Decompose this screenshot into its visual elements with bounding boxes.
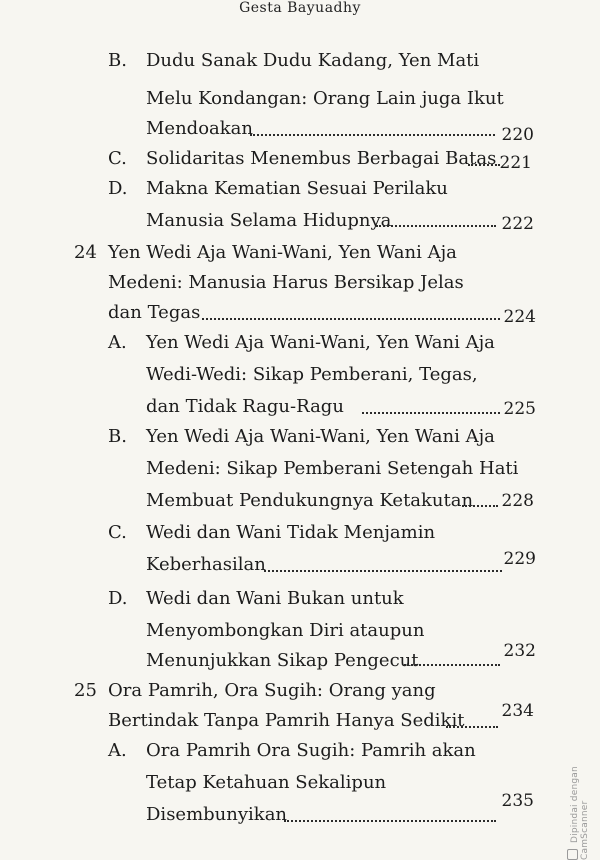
chapter-title-line: Medeni: Manusia Harus Bersikap Jelas bbox=[108, 272, 464, 293]
chapter-title-line: Ora Pamrih, Ora Sugih: Orang yang bbox=[108, 680, 436, 701]
page-number: 225 bbox=[503, 399, 536, 419]
dot-leader bbox=[250, 134, 495, 136]
entry-title-line: Makna Kematian Sesuai Perilaku bbox=[146, 178, 448, 199]
dot-leader bbox=[202, 318, 500, 320]
page-number: 220 bbox=[501, 125, 534, 145]
entry-title-line: Yen Wedi Aja Wani-Wani, Yen Wani Aja bbox=[146, 332, 495, 353]
chapter-title-line: dan Tegas bbox=[108, 302, 201, 323]
dot-leader bbox=[404, 664, 500, 666]
entry-title-line: Solidaritas Menembus Berbagai Batas bbox=[146, 148, 497, 169]
dot-leader bbox=[376, 225, 496, 227]
dot-leader bbox=[264, 570, 502, 572]
entry-title-line: Keberhasilan bbox=[146, 554, 266, 575]
entry-title-line: Wedi dan Wani Tidak Menjamin bbox=[146, 522, 436, 543]
entry-title-line: Wedi dan Wani Bukan untuk bbox=[146, 588, 404, 609]
dot-leader bbox=[284, 820, 496, 822]
author-name: Gesta Bayuadhy bbox=[239, 0, 361, 16]
entry-title-line: Melu Kondangan: Orang Lain juga Ikut bbox=[146, 88, 504, 109]
entry-marker: A. bbox=[108, 332, 127, 353]
entry-title-line: Yen Wedi Aja Wani-Wani, Yen Wani Aja bbox=[146, 426, 495, 447]
entry-marker: B. bbox=[108, 426, 127, 447]
camscanner-icon bbox=[567, 849, 578, 860]
entry-marker: D. bbox=[108, 588, 128, 609]
entry-marker: D. bbox=[108, 178, 128, 199]
page-number: 228 bbox=[501, 491, 534, 511]
scanner-watermark bbox=[567, 710, 590, 860]
entry-title-line: Medeni: Sikap Pemberani Setengah Hati bbox=[146, 458, 519, 479]
dot-leader bbox=[362, 412, 500, 414]
entry-title-line: Menunjukkan Sikap Pengecut bbox=[146, 650, 419, 671]
entry-title-line: Tetap Ketahuan Sekalipun bbox=[146, 772, 387, 793]
entry-marker: B. bbox=[108, 50, 127, 71]
entry-title-line: Disembunyikan bbox=[146, 804, 288, 825]
entry-title-line: Mendoakan bbox=[146, 118, 253, 139]
entry-title-line: Ora Pamrih Ora Sugih: Pamrih akan bbox=[146, 740, 476, 761]
entry-marker: C. bbox=[108, 522, 127, 543]
entry-title-line: Membuat Pendukungnya Ketakutan bbox=[146, 490, 474, 511]
page-number: 224 bbox=[503, 307, 536, 327]
chapter-number: 24 bbox=[74, 242, 97, 263]
dot-leader bbox=[446, 726, 498, 728]
page-number: 229 bbox=[503, 549, 536, 569]
entry-title-line: dan Tidak Ragu-Ragu bbox=[146, 396, 344, 417]
page-number: 235 bbox=[501, 791, 534, 811]
page-number: 221 bbox=[499, 153, 532, 173]
entry-marker: A. bbox=[108, 740, 127, 761]
entry-marker: C. bbox=[108, 148, 127, 169]
entry-title-line: Manusia Selama Hidupnya bbox=[146, 210, 392, 231]
entry-title-line: Wedi-Wedi: Sikap Pemberani, Tegas, bbox=[146, 364, 478, 385]
page-number: 232 bbox=[503, 641, 536, 661]
chapter-number: 25 bbox=[74, 680, 97, 701]
page-number: 234 bbox=[501, 701, 534, 721]
page-number: 222 bbox=[501, 214, 534, 234]
scanner-watermark-text: Dipindai dengan CamScanner bbox=[570, 766, 590, 860]
chapter-title-line: Bertindak Tanpa Pamrih Hanya Sedikit bbox=[108, 710, 465, 731]
chapter-title-line: Yen Wedi Aja Wani-Wani, Yen Wani Aja bbox=[108, 242, 457, 263]
dot-leader bbox=[462, 505, 498, 507]
entry-title-line: Menyombongkan Diri ataupun bbox=[146, 620, 425, 641]
entry-title-line: Dudu Sanak Dudu Kadang, Yen Mati bbox=[146, 50, 480, 71]
